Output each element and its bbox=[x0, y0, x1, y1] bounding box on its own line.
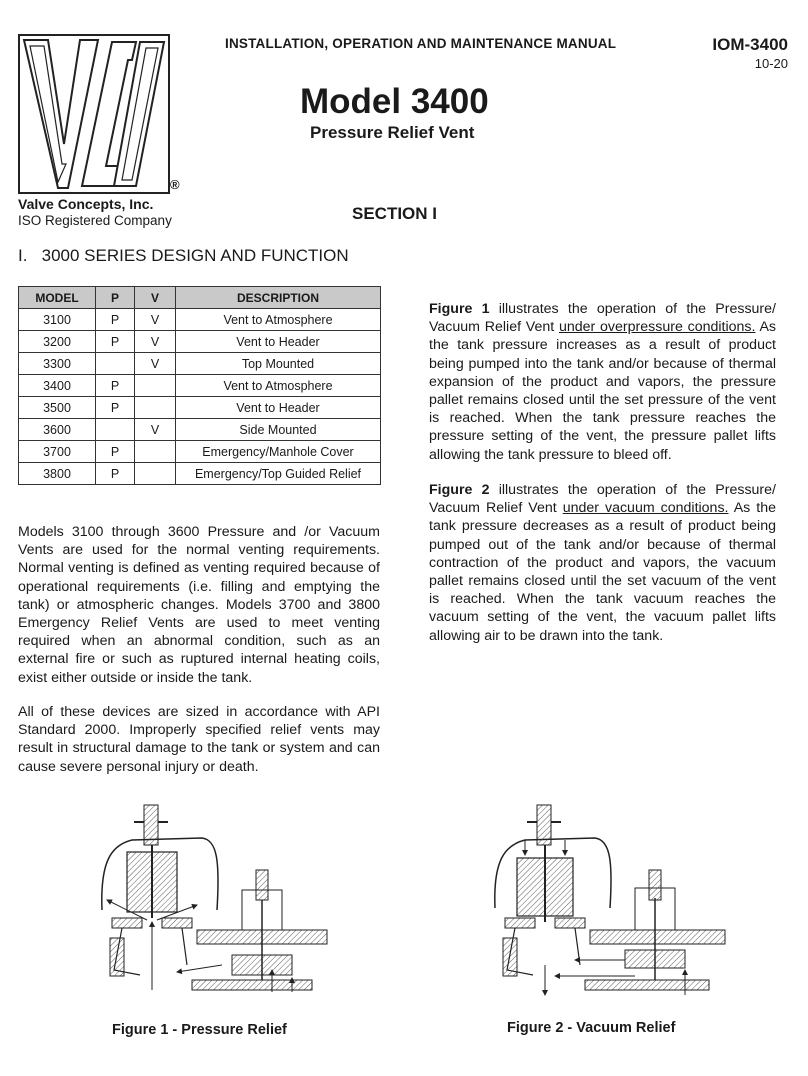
figure2-intro: illustrates the operation of the Pressure/ Vacuum Relief Vent bbox=[429, 482, 776, 517]
cell-model: 3700 bbox=[19, 441, 96, 463]
cell-description: Vent to Header bbox=[176, 331, 381, 353]
manual-title: INSTALLATION, OPERATION AND MAINTENANCE MANUAL bbox=[225, 36, 617, 51]
figure2-caption: Figure 2 - Vacuum Relief bbox=[507, 1020, 676, 1036]
table-row bbox=[19, 397, 381, 419]
vci-logo bbox=[18, 34, 170, 194]
cell-v: V bbox=[135, 353, 176, 375]
col-header-p: P bbox=[96, 287, 135, 309]
registered-mark: ® bbox=[170, 177, 180, 192]
cell-description: Side Mounted bbox=[176, 419, 381, 441]
table-row bbox=[19, 419, 381, 441]
company-iso: ISO Registered Company bbox=[18, 213, 172, 228]
logo-text: VCI bbox=[93, 192, 95, 193]
cell-p: P bbox=[96, 331, 135, 353]
cell-v: V bbox=[135, 309, 176, 331]
paragraph-figure1-description bbox=[429, 300, 776, 464]
doc-number: IOM-3400 bbox=[712, 35, 788, 54]
cell-model: 3300 bbox=[19, 353, 96, 375]
cell-v: V bbox=[135, 419, 176, 441]
figure1-pressure-relief-diagram bbox=[92, 800, 350, 1005]
cell-v bbox=[135, 463, 176, 485]
cell-model: 3600 bbox=[19, 419, 96, 441]
cell-description: Top Mounted bbox=[176, 353, 381, 375]
col-header-description: DESCRIPTION bbox=[176, 287, 381, 309]
cell-description: Emergency/Top Guided Relief bbox=[176, 463, 381, 485]
cell-description: Emergency/Manhole Cover bbox=[176, 441, 381, 463]
col-header-model: MODEL bbox=[19, 287, 96, 309]
model-subtitle: Pressure Relief Vent bbox=[310, 123, 475, 142]
table-row bbox=[19, 463, 381, 485]
figure1-condition: under overpressure conditions. bbox=[558, 319, 756, 336]
paragraph-api-sizing: All of these devices are sized in accordance with API Standard 2000. Improperly specified relief vents may result in structural damage to the tank or system and can cause severe personal injury or death. bbox=[18, 704, 380, 775]
col-header-v: V bbox=[135, 287, 176, 309]
figure2-vacuum-relief-diagram bbox=[485, 800, 747, 1005]
figure1-caption: Figure 1 - Pressure Relief bbox=[112, 1022, 287, 1038]
cell-model: 3500 bbox=[19, 397, 96, 419]
cell-v bbox=[135, 397, 176, 419]
table-row bbox=[19, 309, 381, 331]
doc-date: 10-20 bbox=[754, 56, 788, 71]
cell-description: Vent to Atmosphere bbox=[176, 375, 381, 397]
cell-p: P bbox=[96, 309, 135, 331]
figure2-body: As the tank pressure decreases as a result of product being pumped out of the tank and/or because of thermal contraction of the product and vapors, the vacuum pallet remains closed until the set vacuum of the vent is reached. When the tank vacuum reaches the vacuum setting of the vent, the vacuum pallet lifts allowing air to be drawn into the tank. bbox=[429, 500, 776, 644]
cell-model: 3200 bbox=[19, 331, 96, 353]
figure1-body: As the tank pressure increases as a result of product being pumped into the tank and/or because of thermal expansion of the product and vapors, the pressure pallet remains closed until the set pressure of the vent is reached. When the tank pressure reaches the pressure setting of the vent, the pressure pallet lifts allowing the tank pressure to bleed off. bbox=[429, 319, 776, 463]
cell-p bbox=[96, 353, 135, 375]
series-table bbox=[18, 286, 381, 485]
figure2-ref: Figure 2 bbox=[429, 482, 490, 498]
cell-model: 3400 bbox=[19, 375, 96, 397]
table-row bbox=[19, 375, 381, 397]
table-row bbox=[19, 331, 381, 353]
paragraph-models-overview: Models 3100 through 3600 Pressure and /or Vacuum Vents are used for the normal venting requirements. Normal venting is defined as venting required because of operational requirements (i.e. filling and emptying the tank) or atmospheric changes. Models 3700 and 3800 Emergency Relief Vents are used to meet venting required when an abnormal condition, such as an external fire or such as ruptured internal heating coils, exist either outside or inside the tank. bbox=[18, 524, 380, 686]
table-header-row bbox=[19, 287, 381, 309]
figure1-ref: Figure 1 bbox=[429, 301, 490, 317]
table-row bbox=[19, 441, 381, 463]
cell-p: P bbox=[96, 463, 135, 485]
company-name: Valve Concepts, Inc. bbox=[18, 196, 154, 212]
cell-description: Vent to Header bbox=[176, 397, 381, 419]
cell-model: 3800 bbox=[19, 463, 96, 485]
model-title: Model 3400 bbox=[300, 82, 489, 121]
section-title: SECTION I bbox=[352, 204, 438, 223]
table-row bbox=[19, 353, 381, 375]
cell-p: P bbox=[96, 441, 135, 463]
cell-v: V bbox=[135, 331, 176, 353]
cell-v bbox=[135, 441, 176, 463]
section-heading: I. 3000 SERIES DESIGN AND FUNCTION bbox=[18, 246, 349, 265]
cell-model: 3100 bbox=[19, 309, 96, 331]
cell-p: P bbox=[96, 375, 135, 397]
cell-description: Vent to Atmosphere bbox=[176, 309, 381, 331]
figure2-condition: under vacuum conditions. bbox=[562, 500, 729, 517]
cell-p bbox=[96, 419, 135, 441]
figure1-intro: illustrates the operation of the Pressure/ Vacuum Relief Vent bbox=[429, 301, 776, 336]
paragraph-figure2-description bbox=[429, 481, 776, 645]
cell-p: P bbox=[96, 397, 135, 419]
cell-v bbox=[135, 375, 176, 397]
